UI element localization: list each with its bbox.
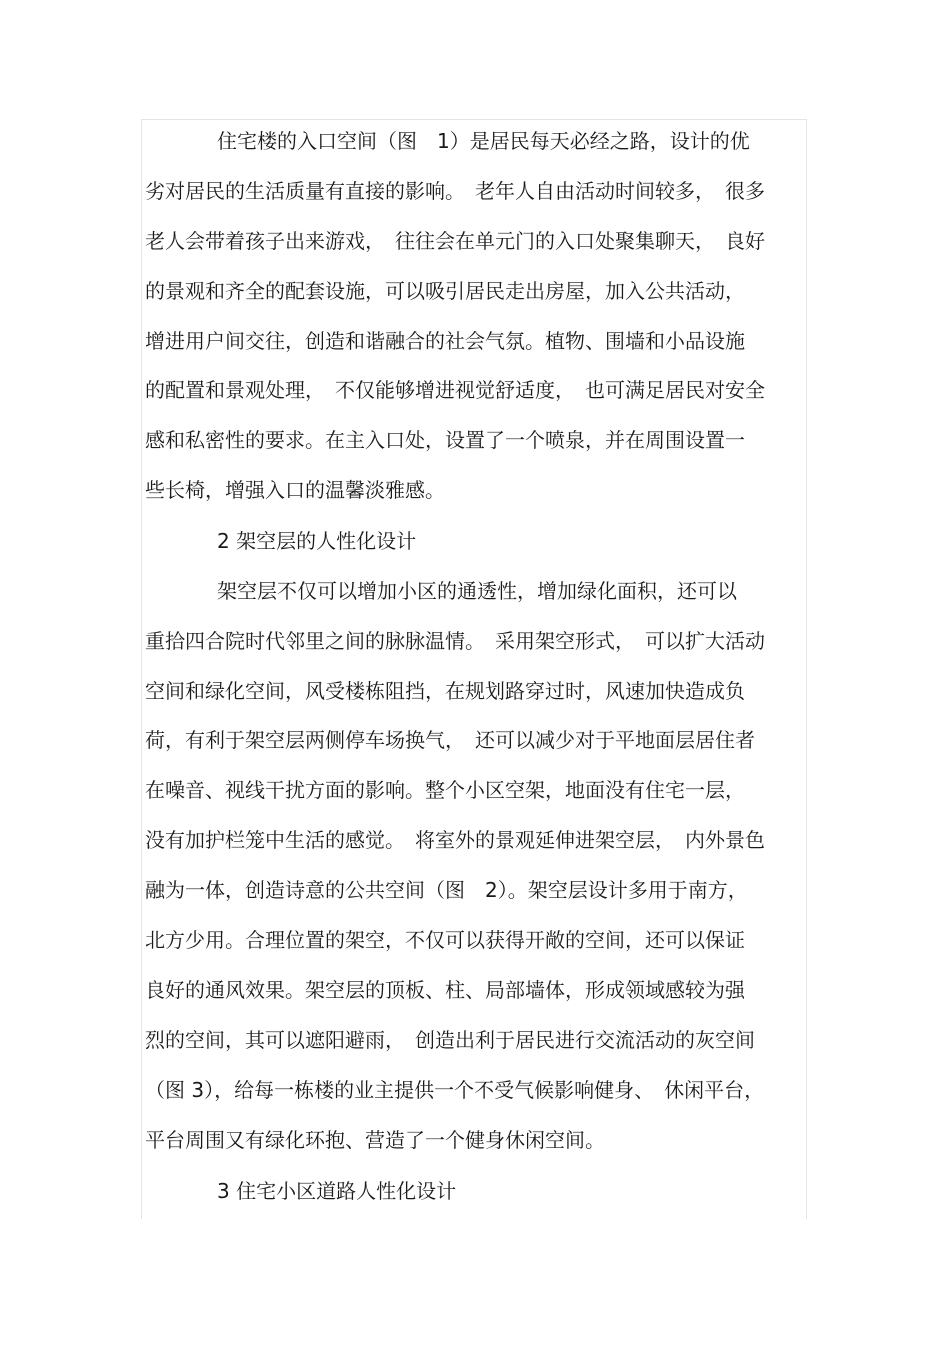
paragraph-line: 平台周围又有绿化环抱、营造了一个健身休闲空间。: [145, 1128, 605, 1152]
paragraph-line: 架空层不仅可以增加小区的通透性，增加绿化面积，还可以: [217, 579, 737, 603]
paragraph-line: 的景观和齐全的配套设施，可以吸引居民走出房屋，加入公共活动，: [145, 279, 745, 303]
paragraph-line: 老人会带着孩子出来游戏， 往往会在单元门的入口处聚集聊天， 良好: [145, 229, 765, 253]
paragraph-line: 住宅楼的入口空间（图 1）是居民每天必经之路，设计的优: [217, 129, 750, 153]
paragraph-line: 增进用户间交往，创造和谐融合的社会气氛。植物、围墙和小品设施: [145, 329, 745, 353]
paragraph-line: 良好的通风效果。架空层的顶板、柱、局部墙体，形成领域感较为强: [145, 978, 745, 1002]
paragraph-line: （图 3），给每一栋楼的业主提供一个不受气候影响健身、 休闲平台，: [145, 1078, 765, 1102]
paragraph-line: 没有加护栏笼中生活的感觉。 将室外的景观延伸进架空层， 内外景色: [145, 828, 765, 852]
section-heading: 2 架空层的人性化设计: [217, 529, 417, 553]
paragraph-line: 荷，有利于架空层两侧停车场换气， 还可以减少对于平地面层居住者: [145, 728, 755, 752]
paragraph-line: 烈的空间，其可以遮阳避雨， 创造出利于居民进行交流活动的灰空间: [145, 1028, 755, 1052]
paragraph-line: 感和私密性的要求。在主入口处，设置了一个喷泉，并在周围设置一: [145, 428, 745, 452]
paragraph-line: 在噪音、视线干扰方面的影响。整个小区空架，地面没有住宅一层，: [145, 778, 745, 802]
section-heading: 3 住宅小区道路人性化设计: [217, 1179, 457, 1203]
paragraph-line: 的配置和景观处理， 不仅能够增进视觉舒适度， 也可满足居民对安全: [145, 378, 765, 402]
paragraph-line: 些长椅，增强入口的温馨淡雅感。: [145, 478, 445, 502]
paragraph-line: 空间和绿化空间，风受楼栋阻挡，在规划路穿过时，风速加快造成负: [145, 679, 745, 703]
paragraph-line: 融为一体，创造诗意的公共空间（图 2）。架空层设计多用于南方，: [145, 878, 748, 902]
paragraph-line: 重拾四合院时代邻里之间的脉脉温情。 采用架空形式， 可以扩大活动: [145, 629, 765, 653]
paragraph-line: 劣对居民的生活质量有直接的影响。 老年人自由活动时间较多， 很多: [145, 179, 765, 203]
paragraph-line: 北方少用。合理位置的架空，不仅可以获得开敞的空间，还可以保证: [145, 928, 745, 952]
